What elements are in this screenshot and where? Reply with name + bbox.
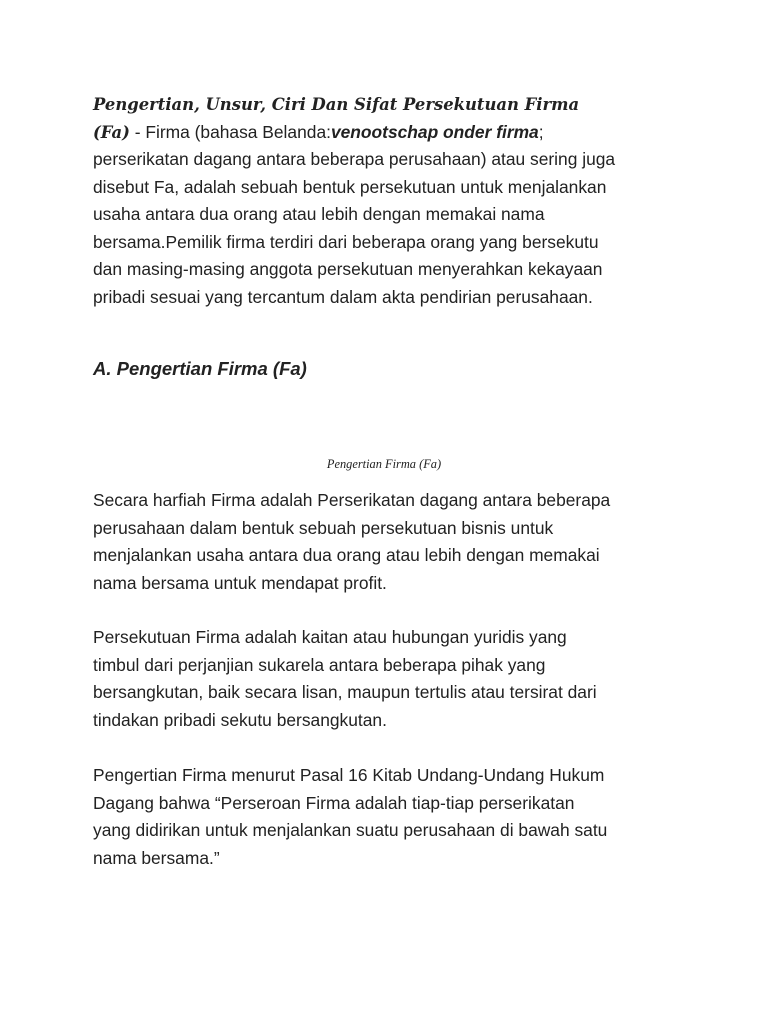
image-caption: Pengertian Firma (Fa)	[326, 457, 442, 471]
intro-first-line	[93, 119, 683, 147]
paragraph-harfiah	[93, 487, 683, 597]
paragraph-line: perusahaan dalam bentuk sebuah persekutuan bisnis untuk	[93, 517, 554, 538]
intro-title-fa: (Fa)	[93, 122, 130, 142]
paragraph-persekutuan	[93, 624, 683, 734]
paragraph-line: Pengertian Firma menurut Pasal 16 Kitab Undang-Undang Hukum	[93, 765, 605, 785]
intro-line: perserikatan dagang antara beberapa perusahaan) atau sering juga	[93, 149, 616, 169]
paragraph-line: nama bersama untuk mendapat profit.	[93, 572, 387, 593]
intro-paragraph	[93, 91, 683, 311]
intro-firma-prefix: Firma (bahasa Belanda:	[145, 121, 331, 142]
paragraph-line: nama bersama.”	[93, 847, 220, 868]
intro-dash: -	[129, 121, 146, 142]
intro-line: pribadi sesuai yang tercantum dalam akta pendirian perusahaan.	[93, 286, 593, 307]
intro-line: usaha antara dua orang atau lebih dengan memakai nama	[93, 204, 545, 224]
paragraph-line: bersangkutan, baik secara lisan, maupun tertulis atau tersirat dari	[93, 682, 597, 702]
paragraph-line: menjalankan usaha antara dua orang atau lebih dengan memakai	[93, 545, 600, 565]
intro-line: dan masing-masing anggota persekutuan menyerahkan kekayaan	[93, 259, 603, 279]
paragraph-pasal-16	[93, 762, 683, 872]
paragraph-line: Persekutuan Firma adalah kaitan atau hubungan yuridis yang	[93, 627, 567, 647]
intro-title: Pengertian, Unsur, Ciri Dan Sifat Persekutuan Firma	[93, 95, 580, 114]
paragraph-line: Secara harfiah Firma adalah Perserikatan dagang antara beberapa	[93, 490, 611, 510]
intro-firma-suffix: ;	[538, 121, 544, 142]
section-a-heading: A. Pengertian Firma (Fa)	[93, 358, 307, 379]
intro-line: disebut Fa, adalah sebuah bentuk persekutuan untuk menjalankan	[93, 176, 607, 197]
intro-title-line	[93, 91, 683, 119]
paragraph-line: yang didirikan untuk menjalankan suatu perusahaan di bawah satu	[93, 820, 608, 840]
intro-firma-term: venootschap onder firma	[330, 121, 539, 142]
paragraph-line: tindakan pribadi sekutu bersangkutan.	[93, 709, 387, 730]
intro-line: bersama.Pemilik firma terdiri dari beberapa orang yang bersekutu	[93, 231, 599, 252]
paragraph-line: timbul dari perjanjian sukarela antara beberapa pihak yang	[93, 654, 546, 675]
paragraph-line: Dagang bahwa “Perseroan Firma adalah tiap-tiap perserikatan	[93, 792, 575, 813]
